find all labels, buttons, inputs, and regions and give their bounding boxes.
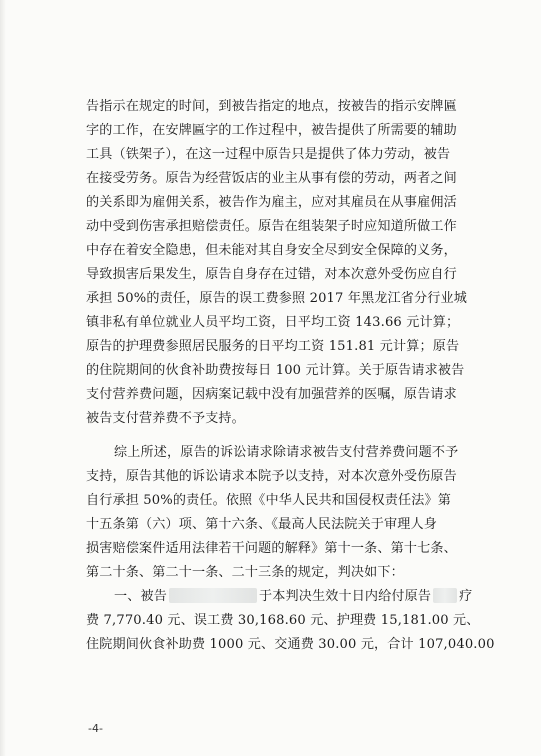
text-line: 告指示在规定的时间，到被告指定的地点，按被告的指示安牌匾 [86,99,457,114]
document-body [86,95,495,657]
redacted-text [433,588,457,603]
text-line: 十五条第（六）项、第十六条、《最高人民法院关于审理人身 [86,517,438,532]
paragraph-reasoning [86,95,486,431]
scan-edge [0,0,6,756]
text-line: 承担 50%的责任，原告的误工费参照 2017 年黑龙江省分行业城 [86,291,468,306]
text-line: 自行承担 50%的责任。依照《中华人民共和国侵权责任法》第 [86,493,451,508]
text-line: 工具（铁架子），在这一过程中原告只是提供了体力劳动，被告 [86,147,451,162]
text-line: 原告的护理费参照居民服务的日平均工资 151.81 元计算；原告 [86,339,460,354]
judgment-item [86,585,495,657]
text-line: 镇非私有单位就业人员平均工资，日平均工资 143.66 元计算； [86,315,460,330]
redacted-name [169,588,257,603]
paragraph-conclusion [86,441,486,585]
judgment-prefix: 一、被告 [114,589,167,604]
text-line: 中存在着安全隐患，但未能对其自身安全尽到安全保障的义务， [86,243,457,258]
text-line: 损害赔偿案件适用法律若干问题的解释》第十一条、第十七条、 [86,541,457,556]
text-line: 字的工作，在安牌匾字的工作过程中，被告提供了所需要的辅助 [86,123,457,138]
judgment-line: 费 7,770.40 元、误工费 30,168.60 元、护理费 15,181.00 元、 [86,613,480,628]
text-line: 支付营养费问题，因病案记载中没有加强营养的医嘱，原告请求 [86,387,457,402]
text-line: 导致损害后果发生，原告自身存在过错，对本次意外受伤应自行 [86,267,457,282]
judgment-text: 于本判决生效十日内给付原告 [258,589,432,604]
text-line: 在接受劳务。原告为经营饭店的业主从事有偿的劳动，两者之间 [86,171,457,186]
page-number: -4- [88,722,103,735]
text-line: 被告支付营养费不予支持。 [86,411,245,426]
paragraph-gap [86,431,486,441]
text-line: 动中受到伤害承担赔偿责任。原告在组装架子时应知道所做工作 [86,219,457,234]
text-line: 的关系即为雇佣关系，被告作为雇主，应对其雇员在从事雇佣活 [86,195,457,210]
judgment-line: 住院期间伙食补助费 1000 元、交通费 30.00 元，合计 107,040.00 [86,637,495,652]
text-line: 综上所述，原告的诉讼请求除请求被告支付营养费问题不予 [114,445,459,460]
judgment-text-end: 疗 [459,589,473,604]
text-line: 的住院期间的伙食补助费按每日 100 元计算。关于原告请求被告 [86,363,465,378]
text-line: 支持，原告其他的诉讼请求本院予以支持，对本次意外受伤原告 [86,469,457,484]
judgment-line [86,585,486,609]
text-line: 第二十条、第二十一条、二十三条的规定，判决如下： [86,565,404,580]
